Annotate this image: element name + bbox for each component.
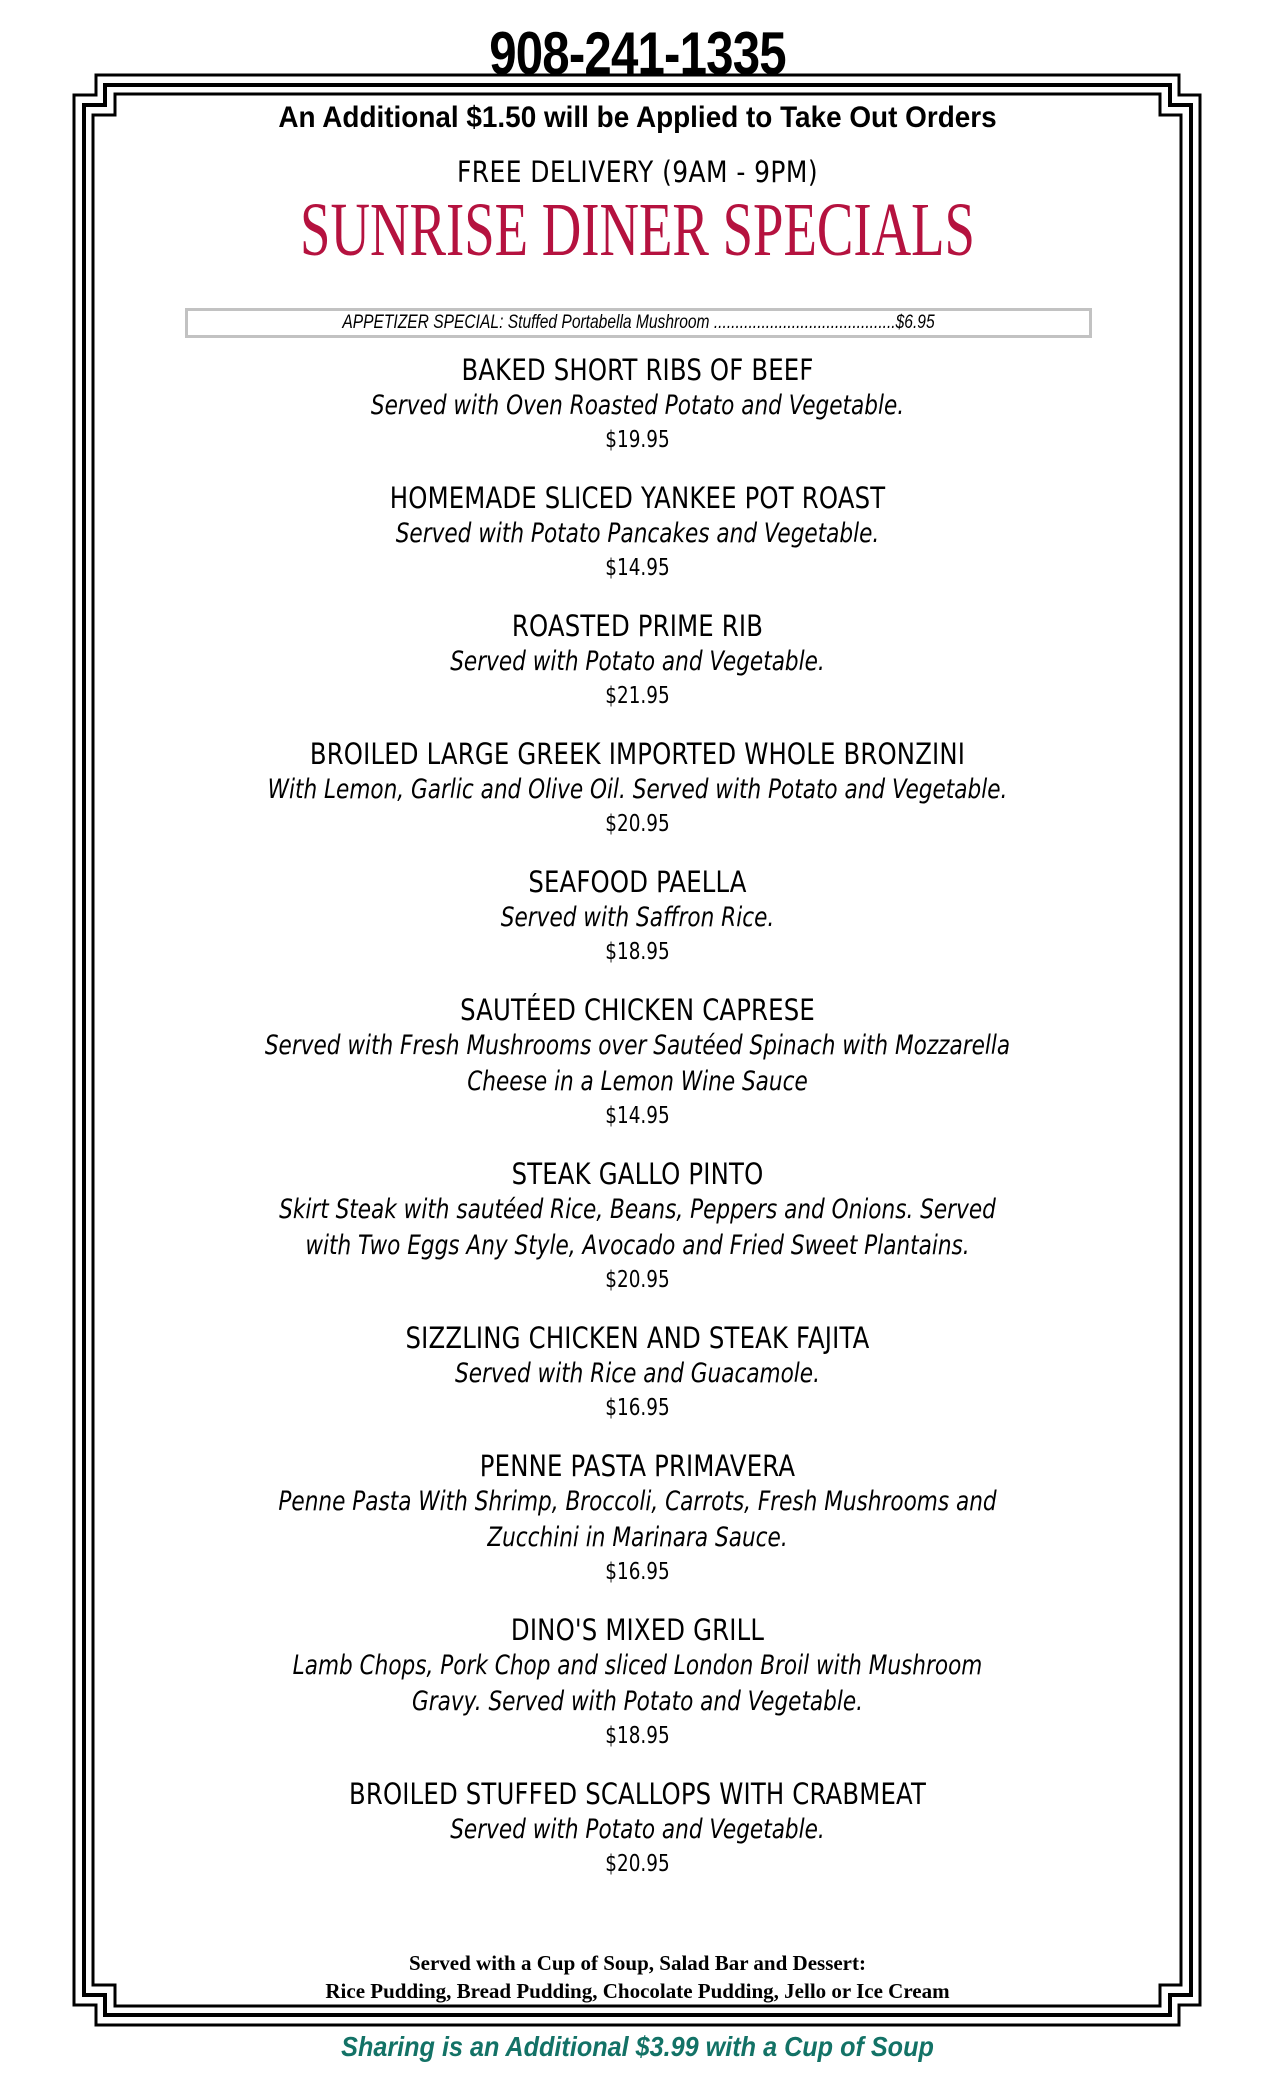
- menu-item-description: Zucchini in Marinara Sauce.: [487, 1522, 788, 1553]
- menu-item-name: SIZZLING CHICKEN AND STEAK FAJITA: [405, 1321, 870, 1355]
- menu-item: [0, 736, 1275, 841]
- menu-item-name: BROILED STUFFED SCALLOPS WITH CRABMEAT: [348, 1777, 927, 1811]
- dessert-options: Rice Pudding, Bread Pudding, Chocolate Pudding, Jello or Ice Cream: [325, 1979, 950, 2003]
- appetizer-special: [269, 312, 1008, 334]
- menu-item-price: $18.95: [605, 1723, 670, 1749]
- specials-list: [0, 352, 1275, 1904]
- menu-item-description: Cheese in a Lemon Wine Sauce: [467, 1066, 808, 1097]
- menu-item-name: DINO'S MIXED GRILL: [510, 1613, 765, 1647]
- included-sides: Served with a Cup of Soup, Salad Bar and Dessert:: [408, 1951, 866, 1975]
- menu-item-name: PENNE PASTA PRIMAVERA: [479, 1449, 796, 1483]
- menu-item-description: With Lemon, Garlic and Olive Oil. Served with Potato and Vegetable.: [267, 774, 1008, 805]
- menu-item-price: $20.95: [605, 811, 670, 837]
- menu-item-description: Served with Oven Roasted Potato and Vegetable.: [370, 390, 905, 421]
- menu-item-price: $20.95: [605, 1267, 670, 1293]
- appetizer-label: APPETIZER SPECIAL: Stuffed Portabella Mushroom: [342, 312, 710, 333]
- menu-item-price: $19.95: [605, 427, 670, 453]
- menu-item-price: $14.95: [605, 555, 670, 581]
- phone-number: 908-241-1335: [489, 20, 786, 87]
- menu-item-description: Served with Saffron Rice.: [500, 902, 775, 933]
- menu-item: [0, 1320, 1275, 1425]
- menu-item-price: $14.95: [605, 1103, 670, 1129]
- appetizer-special-box: [185, 308, 1092, 338]
- menu-item-description: with Two Eggs Any Style, Avocado and Fried Sweet Plantains.: [305, 1230, 970, 1261]
- delivery-hours: FREE DELIVERY (9AM - 9PM): [457, 155, 818, 189]
- menu-item-price: $20.95: [605, 1851, 670, 1877]
- menu-item-name: SEAFOOD PAELLA: [528, 865, 747, 899]
- menu-item: [0, 608, 1275, 713]
- menu-item-name: BAKED SHORT RIBS OF BEEF: [461, 353, 814, 387]
- menu-item: [0, 1776, 1275, 1881]
- menu-item-price: $16.95: [605, 1395, 670, 1421]
- menu-item: [0, 480, 1275, 585]
- menu-title: SUNRISE DINER SPECIALS: [300, 188, 975, 272]
- menu-item-price: $18.95: [605, 939, 670, 965]
- menu-item-name: BROILED LARGE GREEK IMPORTED WHOLE BRONZINI: [309, 737, 966, 771]
- menu-item-name: STEAK GALLO PINTO: [511, 1157, 764, 1191]
- menu-item-description: Served with Rice and Guacamole.: [455, 1358, 820, 1389]
- menu-item-description: Served with Potato and Vegetable.: [450, 646, 825, 677]
- menu-item-description: Served with Potato and Vegetable.: [450, 1814, 825, 1845]
- menu-item-description: Skirt Steak with sautéed Rice, Beans, Peppers and Onions. Served: [279, 1194, 996, 1225]
- menu-item-description: Served with Potato Pancakes and Vegetable.: [395, 518, 880, 549]
- menu-item-description: Penne Pasta With Shrimp, Broccoli, Carrots, Fresh Mushrooms and: [278, 1486, 997, 1517]
- menu-item: [0, 1448, 1275, 1589]
- menu-item-price: $21.95: [605, 683, 670, 709]
- menu-item-description: Served with Fresh Mushrooms over Sautéed Spinach with Mozzarella: [264, 1030, 1011, 1061]
- menu-item-name: ROASTED PRIME RIB: [511, 609, 764, 643]
- sharing-notice: Sharing is an Additional $3.99 with a Cup of Soup: [341, 2031, 934, 2062]
- takeout-notice: An Additional $1.50 will be Applied to Take Out Orders: [278, 101, 997, 134]
- menu-item: [0, 992, 1275, 1133]
- menu-item-description: Lamb Chops, Pork Chop and sliced London Broil with Mushroom: [292, 1650, 983, 1681]
- menu-item-description: Gravy. Served with Potato and Vegetable.: [411, 1686, 864, 1717]
- menu-item-price: $16.95: [605, 1559, 670, 1585]
- dot-leader: ..........................................: [713, 312, 896, 333]
- menu-item: [0, 1156, 1275, 1297]
- menu-item-name: HOMEMADE SLICED YANKEE POT ROAST: [389, 481, 886, 515]
- menu-item: [0, 352, 1275, 457]
- appetizer-price: $6.95: [895, 312, 935, 333]
- menu-item: [0, 864, 1275, 969]
- menu-item-name: SAUTÉED CHICKEN CAPRESE: [460, 993, 815, 1027]
- menu-item: [0, 1612, 1275, 1753]
